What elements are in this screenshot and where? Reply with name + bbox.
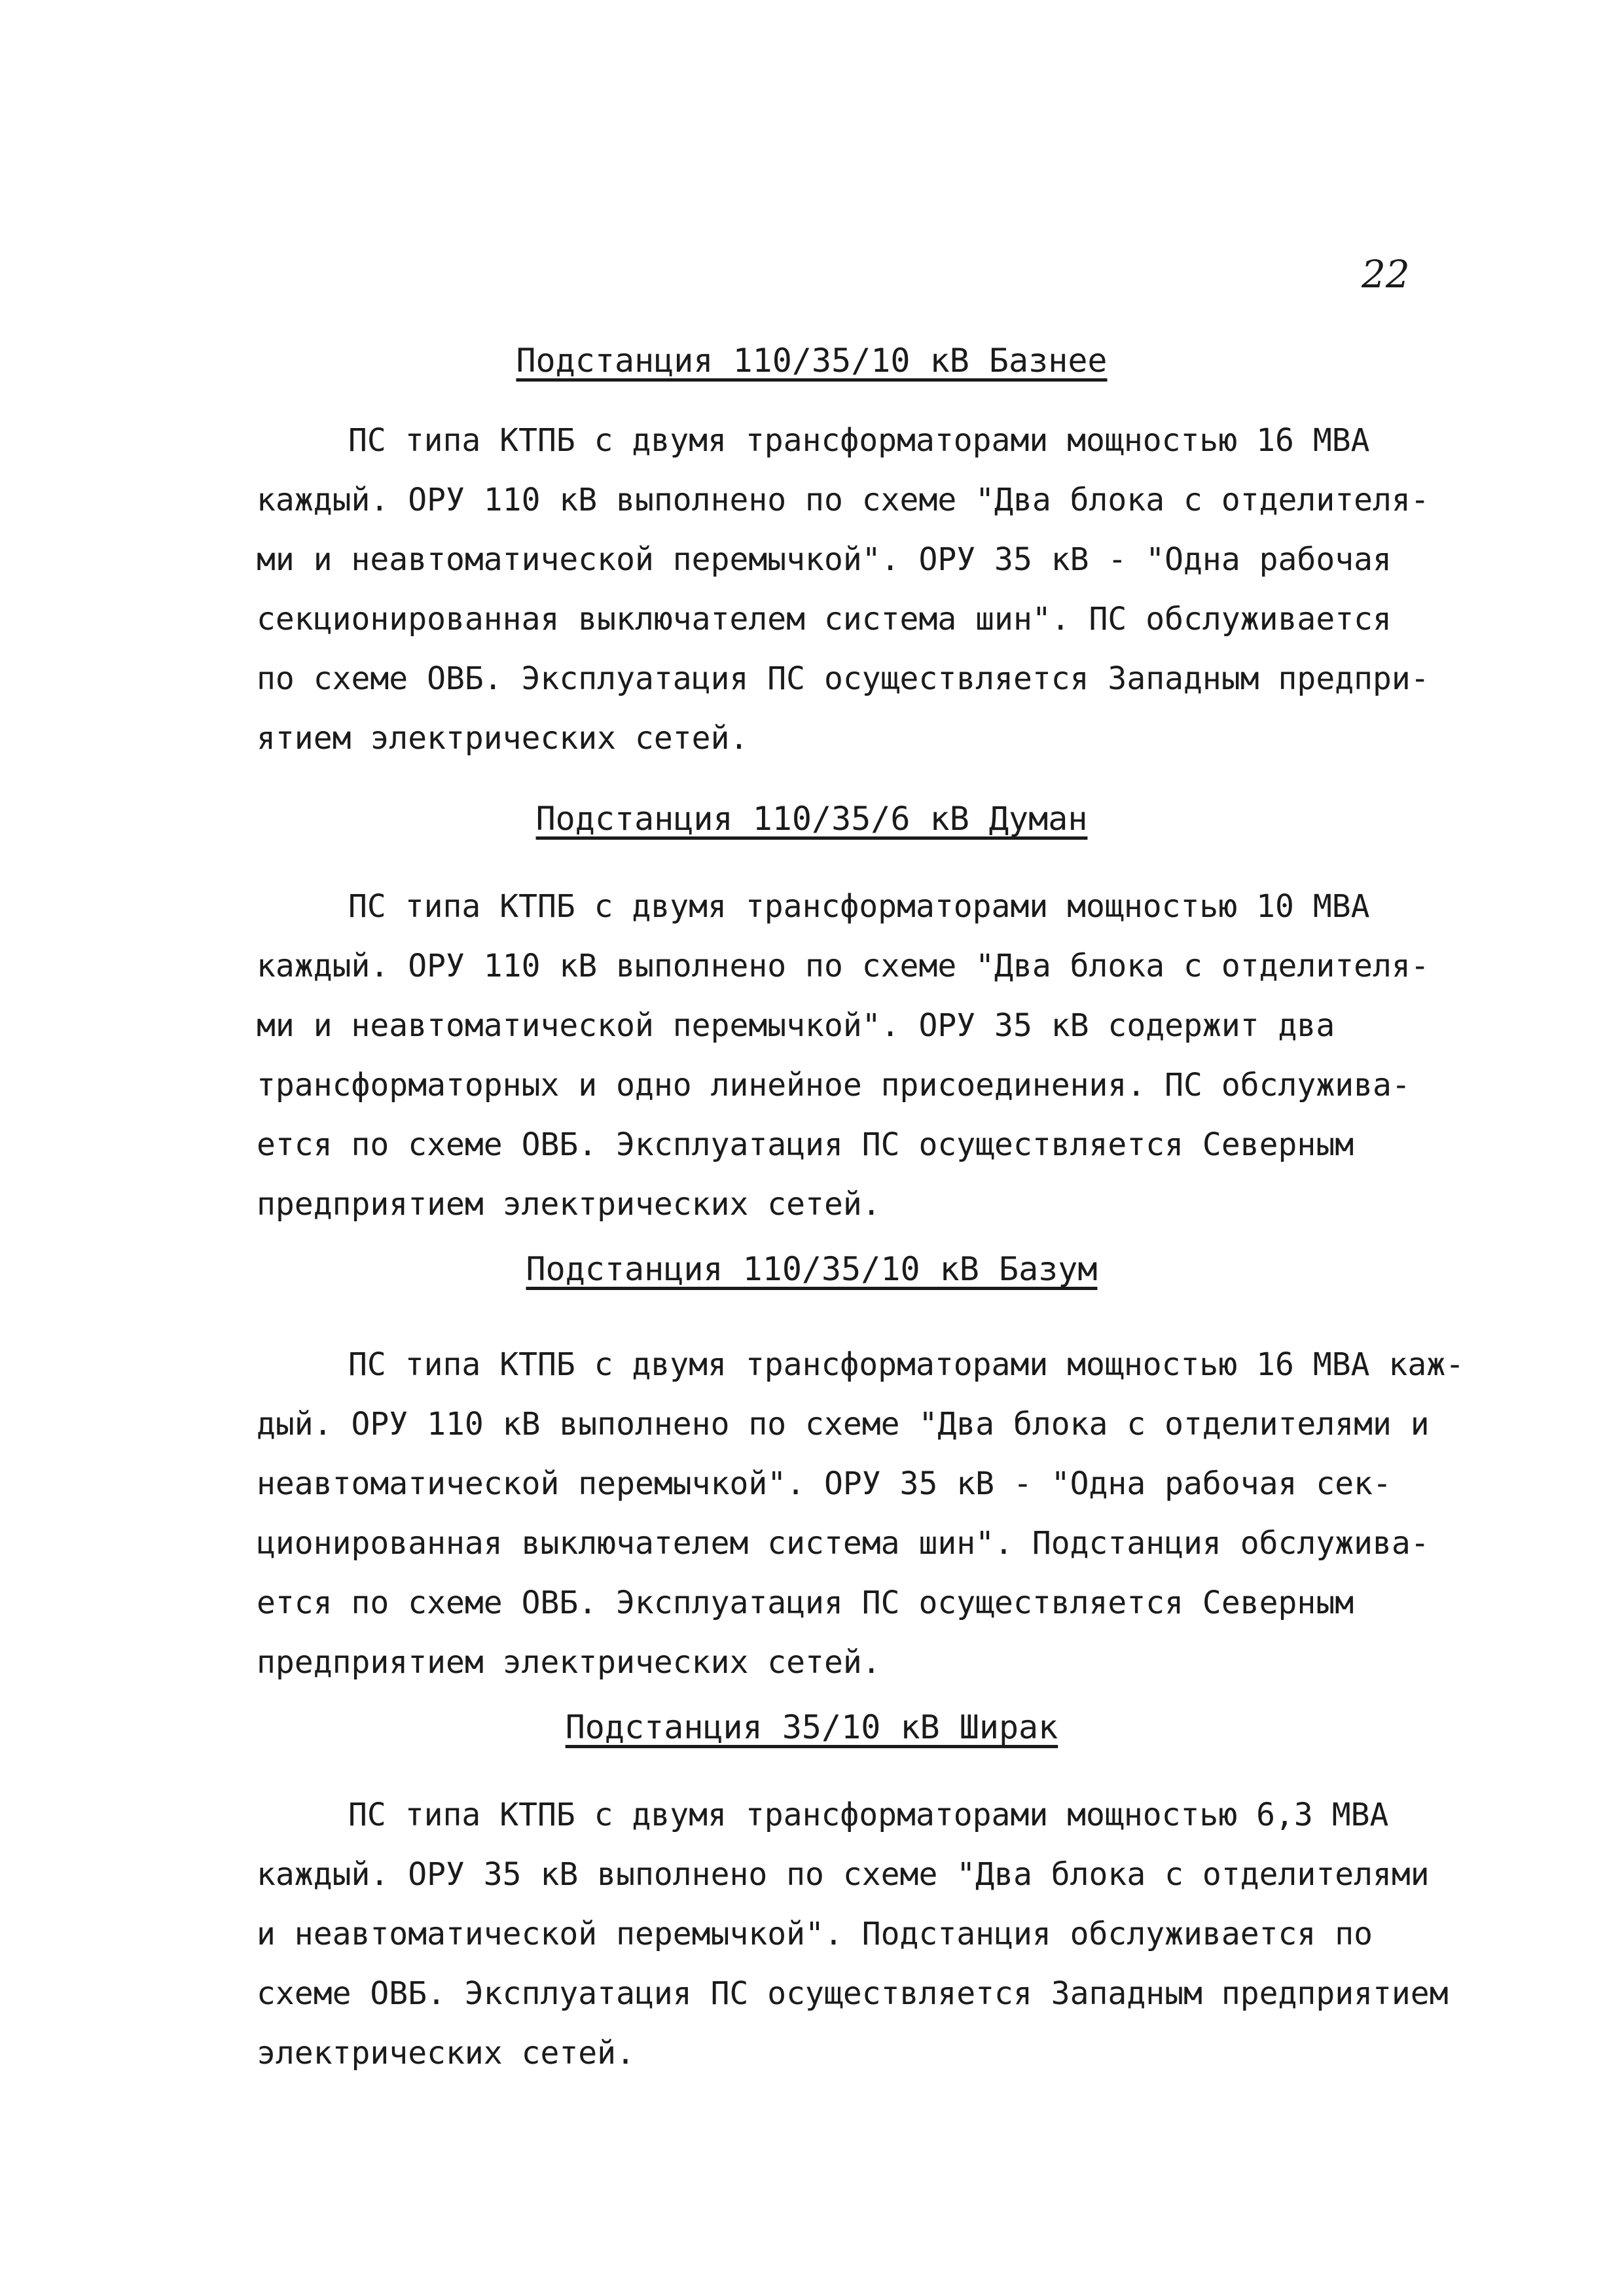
section-title-2: Подстанция 110/35/6 кВ Думан <box>535 800 1088 838</box>
paragraph-line: каждый. ОРУ 110 кВ выполнено по схеме "Два блока с отделителя- <box>257 948 1430 984</box>
paragraph-line: предприятием электрических сетей. <box>257 1644 881 1681</box>
paragraph-line: схеме ОВБ. Эксплуатация ПС осуществляется Западным предприятием <box>257 1975 1449 2012</box>
paragraph-line: секционированная выключателем система шин". ПС обслуживается <box>257 601 1392 637</box>
paragraph-line: ется по схеме ОВБ. Эксплуатация ПС осуществляется Северным <box>257 1126 1354 1163</box>
paragraph-line: по схеме ОВБ. Эксплуатация ПС осуществляется Западным предпри- <box>257 660 1430 697</box>
paragraph-line: ятием электрических сетей. <box>257 720 749 757</box>
paragraph-line: ми и неавтоматической перемычкой". ОРУ 35 кВ содержит два <box>257 1007 1335 1044</box>
paragraph-line: ПС типа КТПБ с двумя трансформаторами мощностью 16 МВА <box>348 422 1370 459</box>
paragraph-line: ПС типа КТПБ с двумя трансформаторами мощностью 16 МВА каж- <box>348 1346 1465 1383</box>
paragraph-line: электрических сетей. <box>257 2035 635 2072</box>
paragraph-line: каждый. ОРУ 110 кВ выполнено по схеме "Два блока с отделителя- <box>257 482 1430 518</box>
section-paragraph-1 <box>257 411 1454 768</box>
paragraph-line: и неавтоматической перемычкой". Подстанция обслуживается по <box>257 1916 1373 1952</box>
paragraph-line: предприятием электрических сетей. <box>257 1186 881 1223</box>
section-paragraph-3 <box>257 1335 1465 1693</box>
section-title-4: Подстанция 35/10 кВ Ширак <box>565 1708 1058 1746</box>
paragraph-line: ПС типа КТПБ с двумя трансформаторами мощностью 6,3 МВА <box>348 1797 1389 1833</box>
page-number: 22 <box>1362 252 1410 296</box>
section-paragraph-4 <box>257 1785 1454 2083</box>
paragraph-line: каждый. ОРУ 35 кВ выполнено по схеме "Два блока с отделителями <box>257 1856 1430 1893</box>
paragraph-line: ется по схеме ОВБ. Эксплуатация ПС осуществляется Северным <box>257 1585 1354 1621</box>
paragraph-line: дый. ОРУ 110 кВ выполнено по схеме "Два блока с отделителями и <box>257 1406 1430 1443</box>
paragraph-line: ми и неавтоматической перемычкой". ОРУ 35 кВ - "Одна рабочая <box>257 541 1392 578</box>
section-paragraph-2 <box>257 877 1454 1234</box>
section-title-1: Подстанция 110/35/10 кВ Базнее <box>516 342 1108 380</box>
paragraph-line: ционированная выключателем система шин". Подстанция обслужива- <box>257 1525 1430 1562</box>
paragraph-line: ПС типа КТПБ с двумя трансформаторами мощностью 10 МВА <box>348 888 1370 925</box>
section-title-3: Подстанция 110/35/10 кВ Базум <box>526 1250 1098 1288</box>
paragraph-line: неавтоматической перемычкой". ОРУ 35 кВ - "Одна рабочая сек- <box>257 1465 1392 1502</box>
paragraph-line: трансформаторных и одно линейное присоединения. ПС обслужива- <box>257 1067 1411 1103</box>
